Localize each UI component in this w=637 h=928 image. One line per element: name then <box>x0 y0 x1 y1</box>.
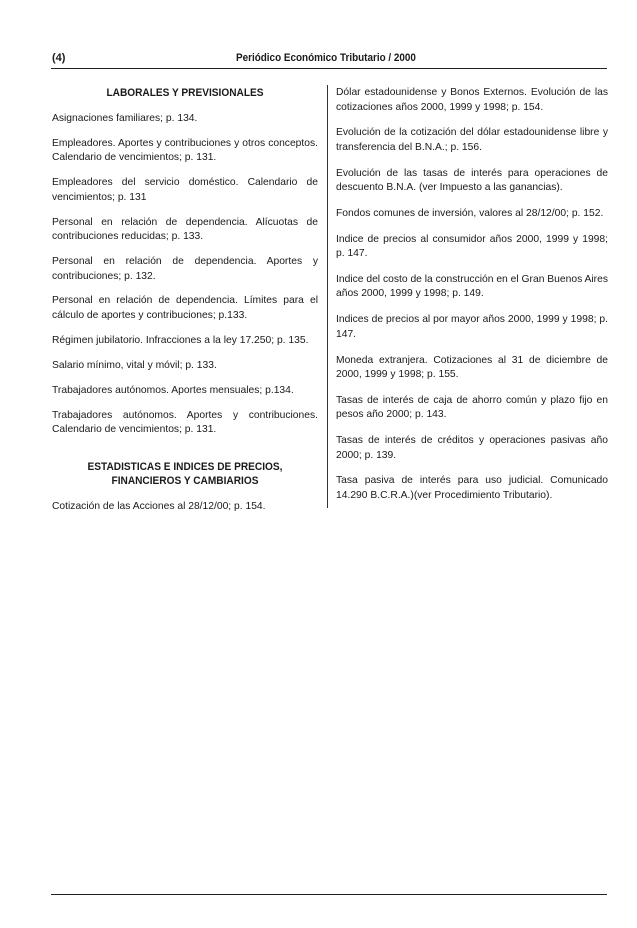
index-entry: Asignaciones familiares; p. 134. <box>52 113 198 124</box>
index-entry: Dólar estadounidense y Bonos Externos. Evolución de las cotizaciones años 2000, 1999 y 1998; p. 154. <box>336 87 608 113</box>
index-entry: Salario mínimo, vital y móvil; p. 133. <box>52 359 217 371</box>
right-column <box>336 86 608 515</box>
left-column <box>52 86 318 524</box>
running-header: Periódico Económico Tributario / 2000 <box>236 52 416 64</box>
index-entry: Indice del costo de la construcción en el Gran Buenos Aires años 2000, 1999 y 1998; p. 149. <box>336 273 608 300</box>
footer-rule <box>51 894 607 895</box>
index-entry: Tasas de interés de caja de ahorro común y plazo fijo en pesos año 2000; p. 143. <box>336 394 608 421</box>
section-heading-line: FINANCIEROS Y CAMBIARIOS <box>111 474 259 487</box>
index-entry: Régimen jubilatorio. Infracciones a la ley 17.250; p. 135. <box>52 334 309 346</box>
index-entry: Personal en relación de dependencia. Límites para el cálculo de aportes y contribuciones; p.133. <box>52 295 318 321</box>
index-entry: Tasas de interés de créditos y operaciones pasivas año 2000; p. 139. <box>336 435 608 461</box>
index-entry: Evolución de la cotización del dólar estadounidense libre y transferencia del B.N.A.; p. 156. <box>336 127 608 153</box>
header-rule <box>51 68 607 69</box>
index-entry: Empleadores del servicio doméstico. Calendario de vencimientos; p. 131 <box>52 177 318 203</box>
index-entry: Indices de precios al por mayor años 2000, 1999 y 1998; p. 147. <box>336 314 608 340</box>
index-entry: Personal en relación de dependencia. Alícuotas de contribuciones reducidas; p. 133. <box>52 216 318 243</box>
section-heading-estadisticas <box>63 460 308 488</box>
index-entry: Moneda extranjera. Cotizaciones al 31 de diciembre de 2000, 1999 y 1998; p. 155. <box>336 354 608 381</box>
index-entry: Empleadores. Aportes y contribuciones y otros conceptos. Calendario de vencimientos; p. 131. <box>52 137 318 164</box>
page-number: (4) <box>52 52 66 64</box>
section-heading-laborales: LABORALES Y PREVISIONALES <box>106 87 264 99</box>
index-entry: Trabajadores autónomos. Aportes mensuales; p.134. <box>52 384 294 396</box>
index-entry: Indice de precios al consumidor años 2000, 1999 y 1998; p. 147. <box>336 233 608 260</box>
section-heading-line: ESTADISTICAS E INDICES DE PRECIOS, <box>87 460 283 473</box>
index-entry: Personal en relación de dependencia. Aportes y contribuciones; p. 132. <box>52 256 318 282</box>
index-entry: Cotización de las Acciones al 28/12/00; p. 154. <box>52 500 266 512</box>
index-entry: Evolución de las tasas de interés para operaciones de descuento B.N.A. (ver Impuesto a las ganancias). <box>336 167 608 194</box>
column-divider <box>327 85 328 508</box>
index-entry: Trabajadores autónomos. Aportes y contribuciones. Calendario de vencimientos; p. 131. <box>52 409 318 436</box>
index-entry: Fondos comunes de inversión, valores al 28/12/00; p. 152. <box>336 207 604 219</box>
index-entry: Tasa pasiva de interés para uso judicial. Comunicado 14.290 B.C.R.A.)(ver Procedimiento Tributario). <box>336 475 608 501</box>
